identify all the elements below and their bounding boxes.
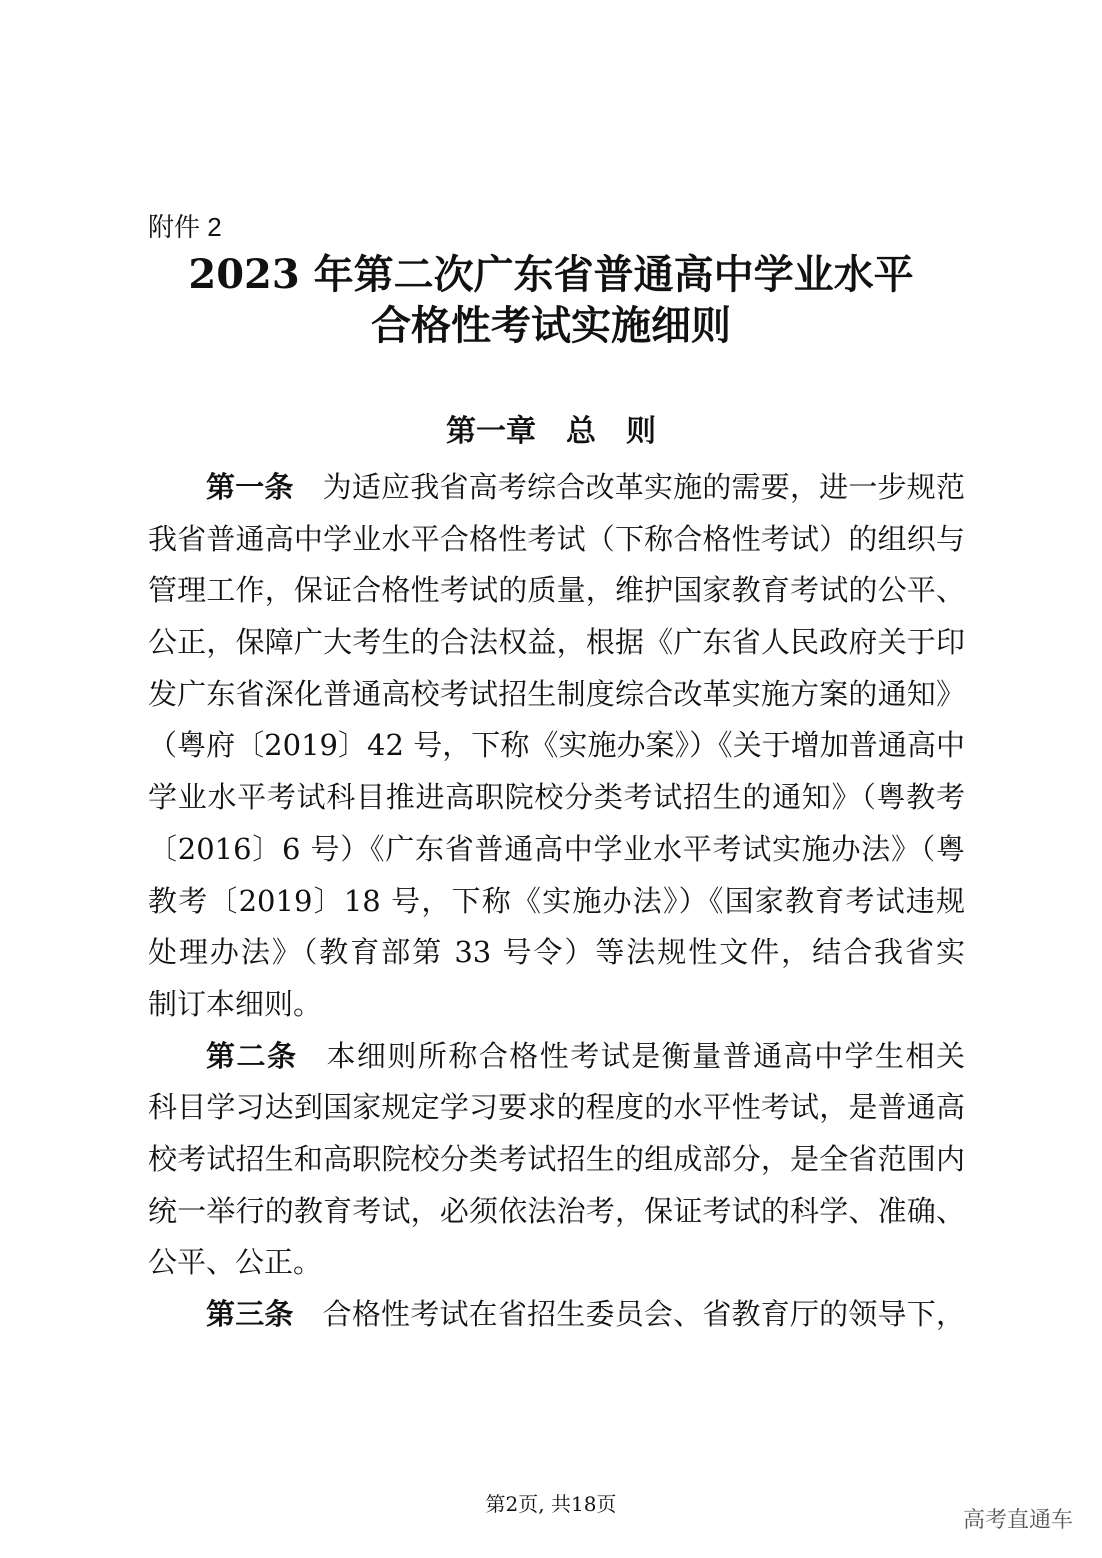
article-2-line [148,1031,965,1083]
chapter-heading: 第一章 总 则 [446,414,656,449]
article-3-line [148,1289,965,1341]
article-1-line: 我省普通高中学业水平合格性考试（下称合格性考试）的组织与 [148,521,965,556]
article-3-text: 合格性考试在省招生委员会、省教育厅的领导下， [322,1297,965,1331]
attachment-label: 附件 2 [148,212,222,242]
article-1-line: 制订本细则。 [148,986,323,1021]
watermark: 高考直通车 [963,1508,1074,1533]
article-1-line: 〔2016〕6 号）《广东省普通高中学业水平考试实施办法》（粤 [148,831,965,866]
article-2-line: 公平、公正。 [148,1245,323,1280]
article-2-line: 校考试招生和高职院校分类考试招生的组成部分，是全省范围内 [148,1141,965,1176]
article-2-line: 统一举行的教育考试，必须依法治考，保证考试的科学、准确、 [148,1193,965,1228]
article-1-lead: 第一条 [206,470,294,504]
article-3-lead: 第三条 [206,1297,294,1331]
title-line-1: 2023 年第二次广东省普通高中学业水平 [188,251,914,298]
article-2-lead: 第二条 [206,1038,298,1073]
article-1-line: 管理工作，保证合格性考试的质量，维护国家教育考试的公平、 [148,573,965,608]
page-number: 第2页, 共18页 [485,1492,617,1516]
article-1-line [148,462,965,514]
article-1-text: 为适应我省高考综合改革实施的需要，进一步规范 [322,470,965,504]
article-2-line: 科目学习达到国家规定学习要求的程度的水平性考试，是普通高 [148,1090,965,1125]
article-1-line: 学业水平考试科目推进高职院校分类考试招生的通知》（粤教考 [148,780,965,815]
document-title [0,249,1102,351]
article-1-line: （粤府〔2019〕42 号，下称《实施办案》）《关于增加普通高中 [148,728,965,763]
article-1-line: 发广东省深化普通高校考试招生制度综合改革实施方案的通知》 [148,676,965,711]
body-text [148,462,965,1341]
article-1-line: 处理办法》（教育部第 33 号令）等法规性文件，结合我省实 [148,935,965,970]
article-1-line: 教考〔2019〕18 号，下称《实施办法》）《国家教育考试违规 [148,883,965,918]
title-line-2: 合格性考试实施细则 [371,302,731,349]
article-1-line: 公正，保障广大考生的合法权益，根据《广东省人民政府关于印 [148,625,965,660]
article-2-text: 本细则所称合格性考试是衡量普通高中学生相关 [326,1038,965,1073]
